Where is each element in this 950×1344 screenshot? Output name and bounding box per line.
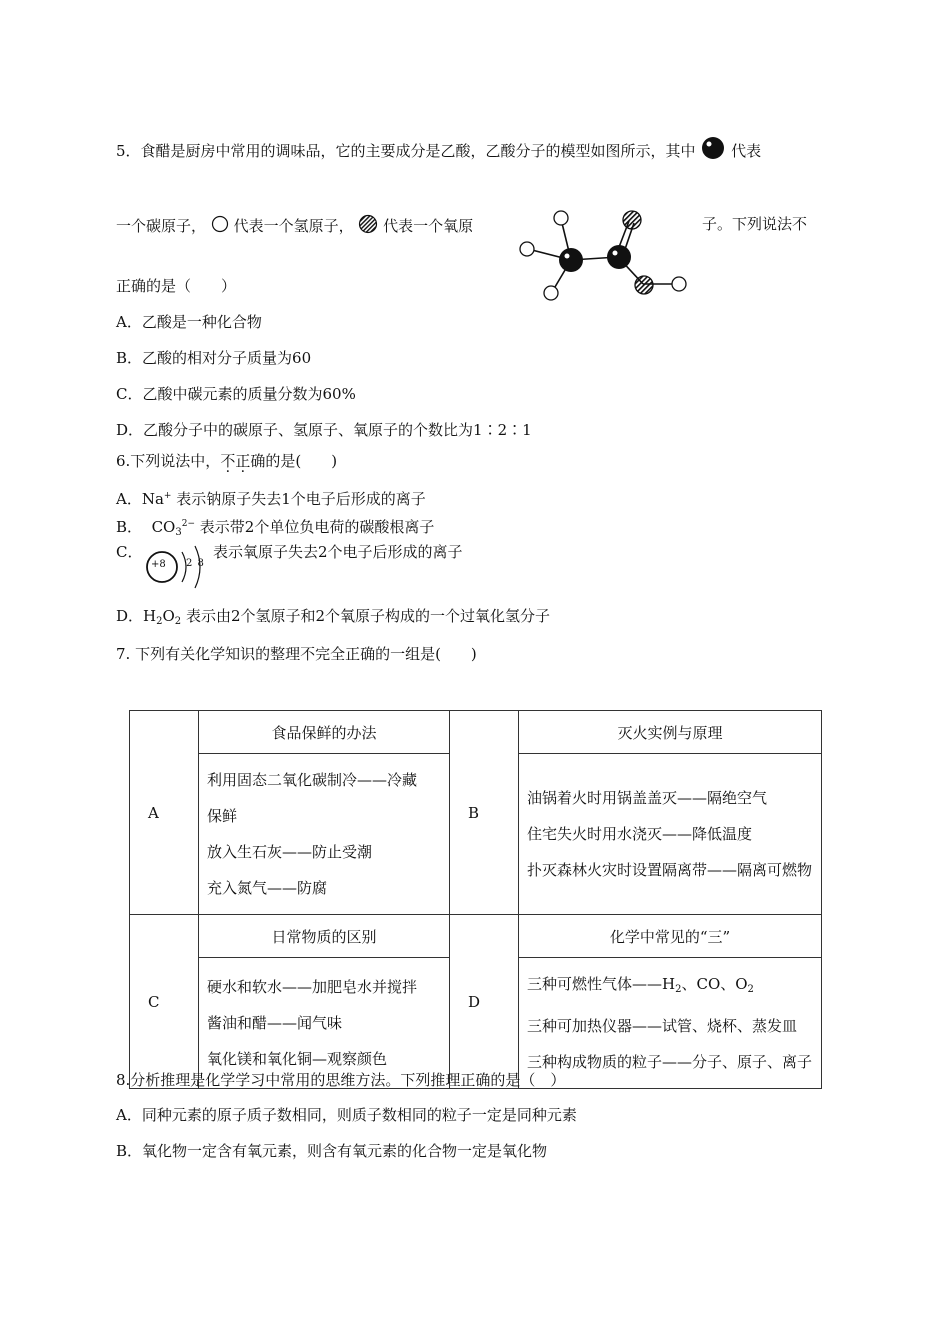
cell-a: 利用固态二氧化碳制冷——冷藏 保鲜 放入生石灰——防止受潮 充入氮气——防腐 — [199, 754, 450, 915]
header-b: 灭火实例与原理 — [519, 711, 822, 754]
row-label-d: D — [450, 915, 519, 1089]
q6-option-a: A．Na+ 表示钠原子失去1个电子后形成的离子 — [116, 490, 426, 508]
q6-option-b: B． $CO_3^{2-}$ 表示带2个单位负电荷的碳酸根离子 — [116, 518, 435, 538]
header-d: 化学中常见的“三” — [519, 915, 822, 958]
q5-line2: 一个碳原子， 代表一个氢原子， 代表一个氧原 — [116, 214, 473, 236]
row-label-a: A — [130, 711, 199, 915]
row-label-c: C — [130, 915, 199, 1089]
q8-option-b: B．氧化物一定含有氧元素，则含有氧元素的化合物一定是氧化物 — [116, 1142, 548, 1160]
q5-option-b: B．乙酸的相对分子质量为60 — [116, 349, 312, 367]
acetic-acid-molecule-model — [510, 200, 700, 310]
knowledge-table — [129, 710, 822, 1089]
carbon-atom-icon — [700, 135, 726, 161]
hydrogen-atom-icon — [211, 215, 229, 233]
q5-line2-end: 子。下列说法不 — [702, 215, 808, 233]
cell-b: 油锅着火时用锅盖盖灭——隔绝空气 住宅失火时用水浇灭——降低温度 扑灭森林火灾时设置隔离带——隔离可燃物 — [519, 754, 822, 915]
q7-stem: 7. 下列有关化学知识的整理不完全正确的一组是( ) — [116, 645, 477, 663]
q6-option-c-text: 表示氧原子失去2个电子后形成的离子 — [213, 543, 463, 561]
q6-stem: 6.下列说法中，不正确的是( ) — [116, 452, 338, 470]
q5-option-c: C．乙酸中碳元素的质量分数为60% — [116, 385, 356, 403]
q8-stem: 8.分析推理是化学学习中常用的思维方法。下列推理正确的是（ ） — [116, 1071, 566, 1089]
header-c: 日常物质的区别 — [199, 915, 450, 958]
emphasis-not: 不 — [220, 452, 236, 470]
emphasis-correct: 正 — [235, 452, 251, 470]
nucleus-charge: +8 — [151, 559, 166, 570]
header-a: 食品保鲜的办法 — [199, 711, 450, 754]
ion-structure-diagram — [142, 542, 212, 590]
q6-option-c: C． — [116, 543, 143, 561]
q6-option-d: D．$H_2O_2$ 表示由2个氢原子和2个氧原子构成的一个过氧化氢分子 — [116, 607, 551, 627]
q5-line1: 5．食醋是厨房中常用的调味品，它的主要成分是乙酸，乙酸分子的模型如图所示，其中 代表 — [116, 135, 761, 161]
q5-option-a: A．乙酸是一种化合物 — [116, 313, 262, 331]
q5-option-d: D．乙酸分子中的碳原子、氢原子、氧原子的个数比为1∶2∶1 — [116, 421, 532, 439]
q8-option-a: A．同种元素的原子质子数相同，则质子数相同的粒子一定是同种元素 — [116, 1106, 577, 1124]
cell-d: 三种可燃性气体$——H_2$、CO、$O_2$ 三种可加热仪器——试管、烧杯、蒸发皿 三种构成物质的粒子——分子、原子、离子 — [519, 958, 822, 1089]
oxygen-atom-icon — [358, 214, 378, 234]
q5-line3: 正确的是（ ） — [116, 277, 237, 295]
cell-c: 硬水和软水——加肥皂水并搅拌 酱油和醋——闻气味 氧化镁和氧化铜—观察颜色 — [199, 958, 450, 1089]
electron-shells: 2 8 — [186, 558, 205, 569]
row-label-b: B — [450, 711, 519, 915]
